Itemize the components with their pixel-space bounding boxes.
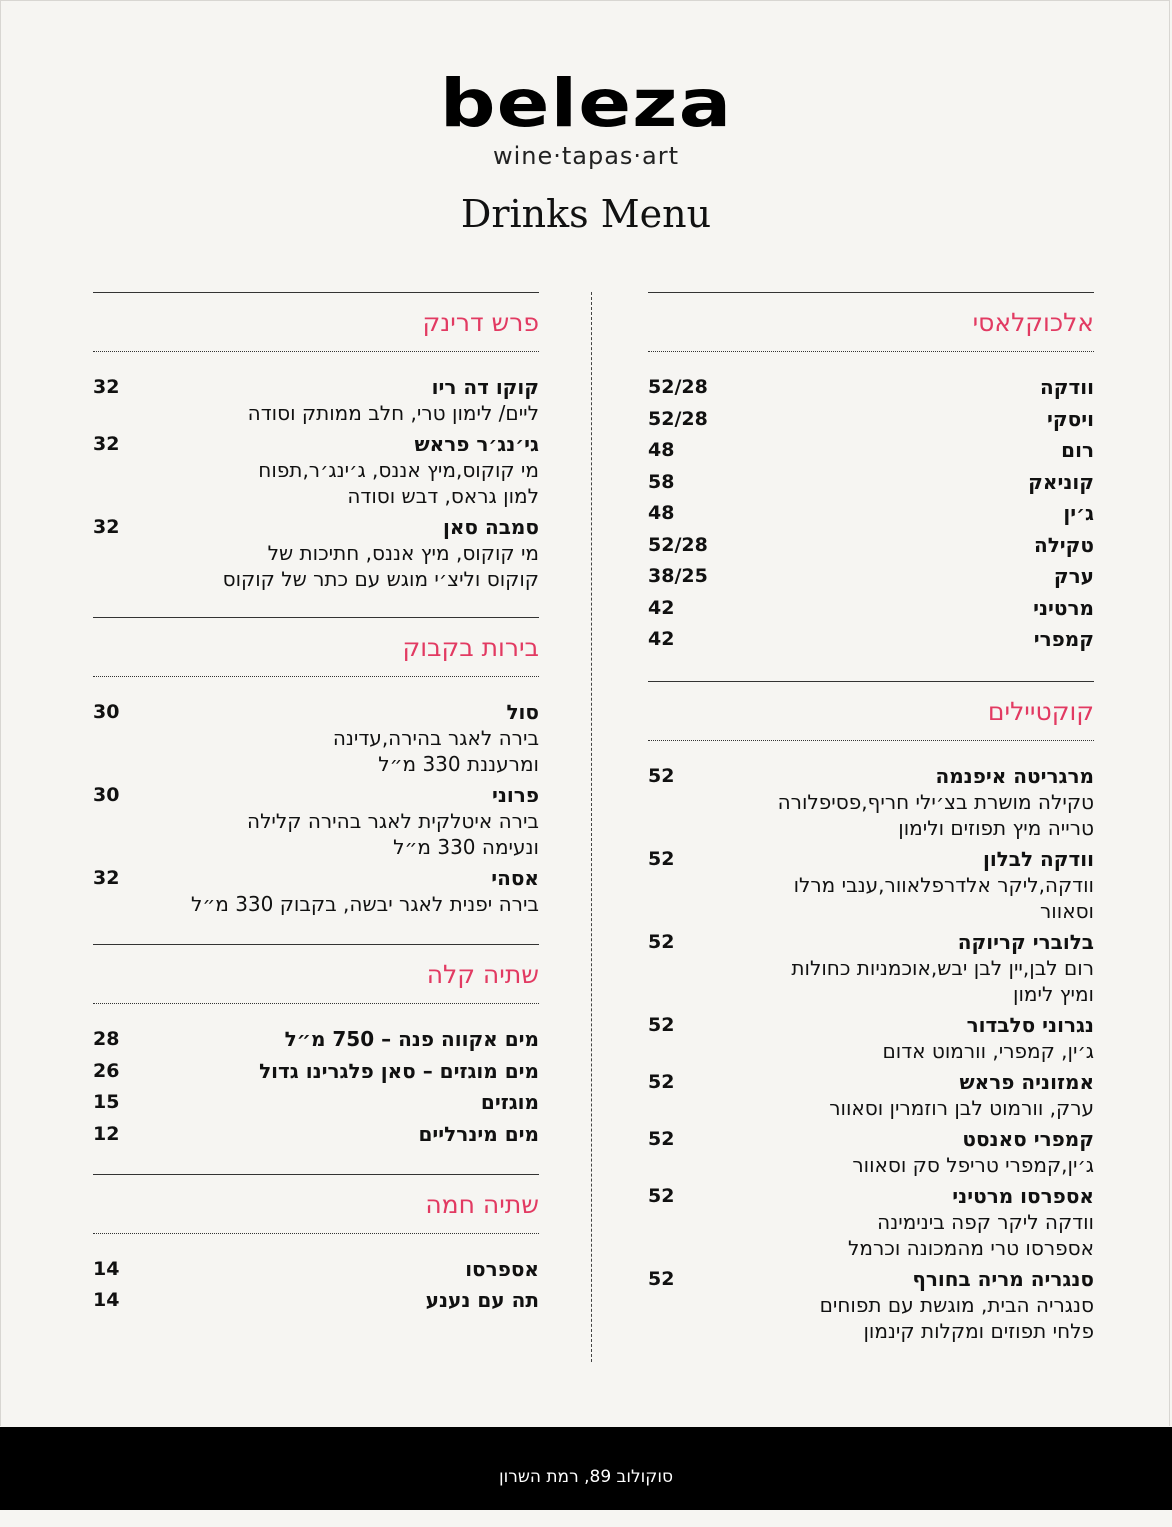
right-column xyxy=(648,292,1094,1349)
section-bottled-beers xyxy=(93,617,539,917)
section-title: שתיה קלה xyxy=(93,944,539,1004)
item-price: 32 xyxy=(93,376,120,398)
item-price: 32 xyxy=(93,516,120,538)
menu-item xyxy=(93,865,539,917)
menu-item xyxy=(648,595,1094,621)
item-name: ויסקי xyxy=(1047,406,1094,431)
section-title: בירות בקבוק xyxy=(93,617,539,677)
menu-item xyxy=(93,1121,539,1147)
item-list xyxy=(93,1004,539,1147)
section-cocktails xyxy=(648,681,1094,1344)
item-name: וודקה xyxy=(1040,375,1094,399)
item-price: 52 xyxy=(648,1268,675,1290)
menu-item xyxy=(93,1287,539,1313)
item-name: אמזוניה פראש xyxy=(959,1070,1094,1094)
left-column xyxy=(93,292,539,1319)
menu-item xyxy=(648,500,1094,526)
section-title: קוקטיילים xyxy=(648,681,1094,741)
section-title: אלכוקלאסי xyxy=(648,292,1094,352)
item-price: 52 xyxy=(648,931,675,953)
section-fresh-drinks xyxy=(93,292,539,592)
item-price: 12 xyxy=(93,1122,120,1145)
item-price: 58 xyxy=(648,470,675,493)
item-name: ערק xyxy=(1053,564,1094,588)
menu-item xyxy=(93,1256,539,1282)
menu-item xyxy=(648,1012,1094,1064)
item-list xyxy=(648,741,1094,1344)
brand-logo xyxy=(0,65,1172,170)
item-price: 28 xyxy=(93,1028,120,1050)
item-price: 14 xyxy=(93,1289,120,1311)
item-name: טקילה xyxy=(1033,532,1094,557)
item-price: 52/28 xyxy=(648,376,708,398)
item-price: 52 xyxy=(648,1128,675,1150)
menu-item xyxy=(648,437,1094,463)
section-soft-drinks xyxy=(93,944,539,1147)
menu-item xyxy=(648,846,1094,924)
item-price: 52 xyxy=(648,1185,675,1207)
item-price: 52 xyxy=(648,848,675,870)
item-price: 26 xyxy=(93,1059,120,1082)
item-list xyxy=(93,1234,539,1314)
item-name: סול xyxy=(506,700,539,724)
item-description: סנגריה הבית, מוגשת עם תפוחים פלחי תפוזים ומקלות קינמון xyxy=(819,1293,1094,1343)
item-price: 52 xyxy=(648,1071,675,1093)
item-name: אספרסו xyxy=(465,1256,539,1281)
item-list xyxy=(648,352,1094,652)
item-name: מים מוגזים – סאן פלגרינו גדול xyxy=(259,1058,539,1083)
item-price: 52/28 xyxy=(648,407,708,430)
item-name: קמפרי סאנסט xyxy=(962,1127,1094,1151)
item-name: אספרסו מרטיני xyxy=(952,1184,1094,1208)
item-name: מרטיני xyxy=(1033,595,1094,620)
menu-item xyxy=(648,763,1094,841)
item-price: 48 xyxy=(648,439,675,461)
item-price: 42 xyxy=(648,628,675,650)
item-price: 52 xyxy=(648,765,675,787)
brand-tagline: wine·tapas·art xyxy=(492,142,680,170)
item-name: סמבה סאן xyxy=(443,515,539,539)
column-divider xyxy=(591,292,592,1362)
menu-item xyxy=(93,1089,539,1115)
item-list xyxy=(93,352,539,592)
menu-item xyxy=(648,532,1094,558)
item-description: ליים/ לימון טרי, חלב ממותק וסודה xyxy=(247,401,539,425)
item-name: תה עם נענע xyxy=(425,1288,539,1312)
menu-item xyxy=(93,514,539,592)
menu-item xyxy=(648,1126,1094,1178)
item-description: מי קוקוס,מיץ אננס, ג׳ינג׳ר,תפוח למון גראס, דבש וסודה xyxy=(258,458,539,508)
item-name: אסהי xyxy=(491,866,539,890)
menu-item xyxy=(648,374,1094,400)
item-description: ג׳ין, קמפרי, וורמוט אדום xyxy=(882,1039,1094,1063)
page-title: Drinks Menu xyxy=(460,192,712,236)
item-description: טקילה מושרת בצ׳ילי חריף,פסיפלורה טרייה מיץ תפוזים ולימון xyxy=(777,790,1094,840)
section-title: שתיה חמה xyxy=(93,1174,539,1234)
item-name: גי׳נג׳ר פראש xyxy=(414,432,539,456)
menu-item xyxy=(93,1026,539,1052)
item-description: בירה לאגר בהירה,עדינה ומרעננת 330 מ״ל xyxy=(332,726,539,776)
footer-address: סוקולוב 89, רמת השרון xyxy=(0,1427,1172,1510)
item-name: מים מינרליים xyxy=(418,1121,539,1146)
menu-item xyxy=(93,782,539,860)
brand-name: beleza xyxy=(439,65,733,143)
item-name: סנגריה מריה בחורף xyxy=(912,1267,1094,1291)
menu-item xyxy=(93,374,539,426)
menu-item xyxy=(93,699,539,777)
item-name: מוגזים xyxy=(480,1090,539,1114)
item-price: 32 xyxy=(93,867,120,889)
item-price: 30 xyxy=(93,784,120,806)
menu-item xyxy=(648,929,1094,1007)
item-name: רום xyxy=(1061,438,1094,462)
item-name: בלוברי קריוקה xyxy=(957,930,1094,954)
item-price: 32 xyxy=(93,433,120,455)
section-alcoclassics xyxy=(648,292,1094,652)
item-price: 48 xyxy=(648,502,675,524)
item-description: ג׳ין,קמפרי טריפל סק וסאוור xyxy=(852,1153,1094,1177)
section-hot-drinks xyxy=(93,1174,539,1314)
menu-item xyxy=(648,1266,1094,1344)
item-description: וודקה,ליקר אלדרפלאוור,ענבי מרלו וסאוור xyxy=(793,873,1094,923)
item-description: רום לבן,יין לבן יבש,אוכמניות כחולות ומיץ לימון xyxy=(791,956,1094,1006)
menu-item xyxy=(93,431,539,509)
item-price: 15 xyxy=(93,1091,120,1113)
menu-item xyxy=(648,626,1094,652)
item-price: 42 xyxy=(648,596,675,619)
item-name: נגרוני סלבדור xyxy=(966,1013,1094,1037)
item-description: וודקה ליקר קפה בינימינה אספרסו טרי מהמכונה וכרמל xyxy=(848,1210,1094,1260)
item-description: בירה איטלקית לאגר בהירה קלילה ונעימה 330 מ״ל xyxy=(247,809,539,859)
item-description: מי קוקוס, מיץ אננס, חתיכות של קוקוס וליצ׳י מוגש עם כתר של קוקוס xyxy=(222,541,539,591)
item-name: קוקו דה ריו xyxy=(431,375,539,399)
section-title: פרש דרינק xyxy=(93,292,539,352)
item-price: 52 xyxy=(648,1014,675,1036)
menu-item xyxy=(648,406,1094,432)
item-price: 38/25 xyxy=(648,565,708,587)
menu-item xyxy=(648,1183,1094,1261)
item-price: 14 xyxy=(93,1257,120,1280)
item-name: פרוני xyxy=(491,783,539,807)
menu-item xyxy=(648,1069,1094,1121)
item-name: וודקה לבלון xyxy=(982,847,1094,871)
item-description: בירה יפנית לאגר יבשה, בקבוק 330 מ״ל xyxy=(190,892,539,916)
menu-item xyxy=(648,563,1094,589)
item-price: 30 xyxy=(93,701,120,723)
item-name: ג׳ין xyxy=(1063,501,1094,525)
item-name: קמפרי xyxy=(1033,627,1094,651)
item-name: קוניאק xyxy=(1028,469,1094,494)
item-list xyxy=(93,677,539,917)
item-name: מים אקווה פנה – 750 מ״ל xyxy=(284,1027,539,1051)
item-description: ערק, וורמוט לבן רוזמרין וסאוור xyxy=(829,1096,1094,1120)
item-name: מרגריטה איפנמה xyxy=(935,764,1094,788)
item-price: 52/28 xyxy=(648,533,708,556)
menu-item xyxy=(648,469,1094,495)
menu-item xyxy=(93,1058,539,1084)
